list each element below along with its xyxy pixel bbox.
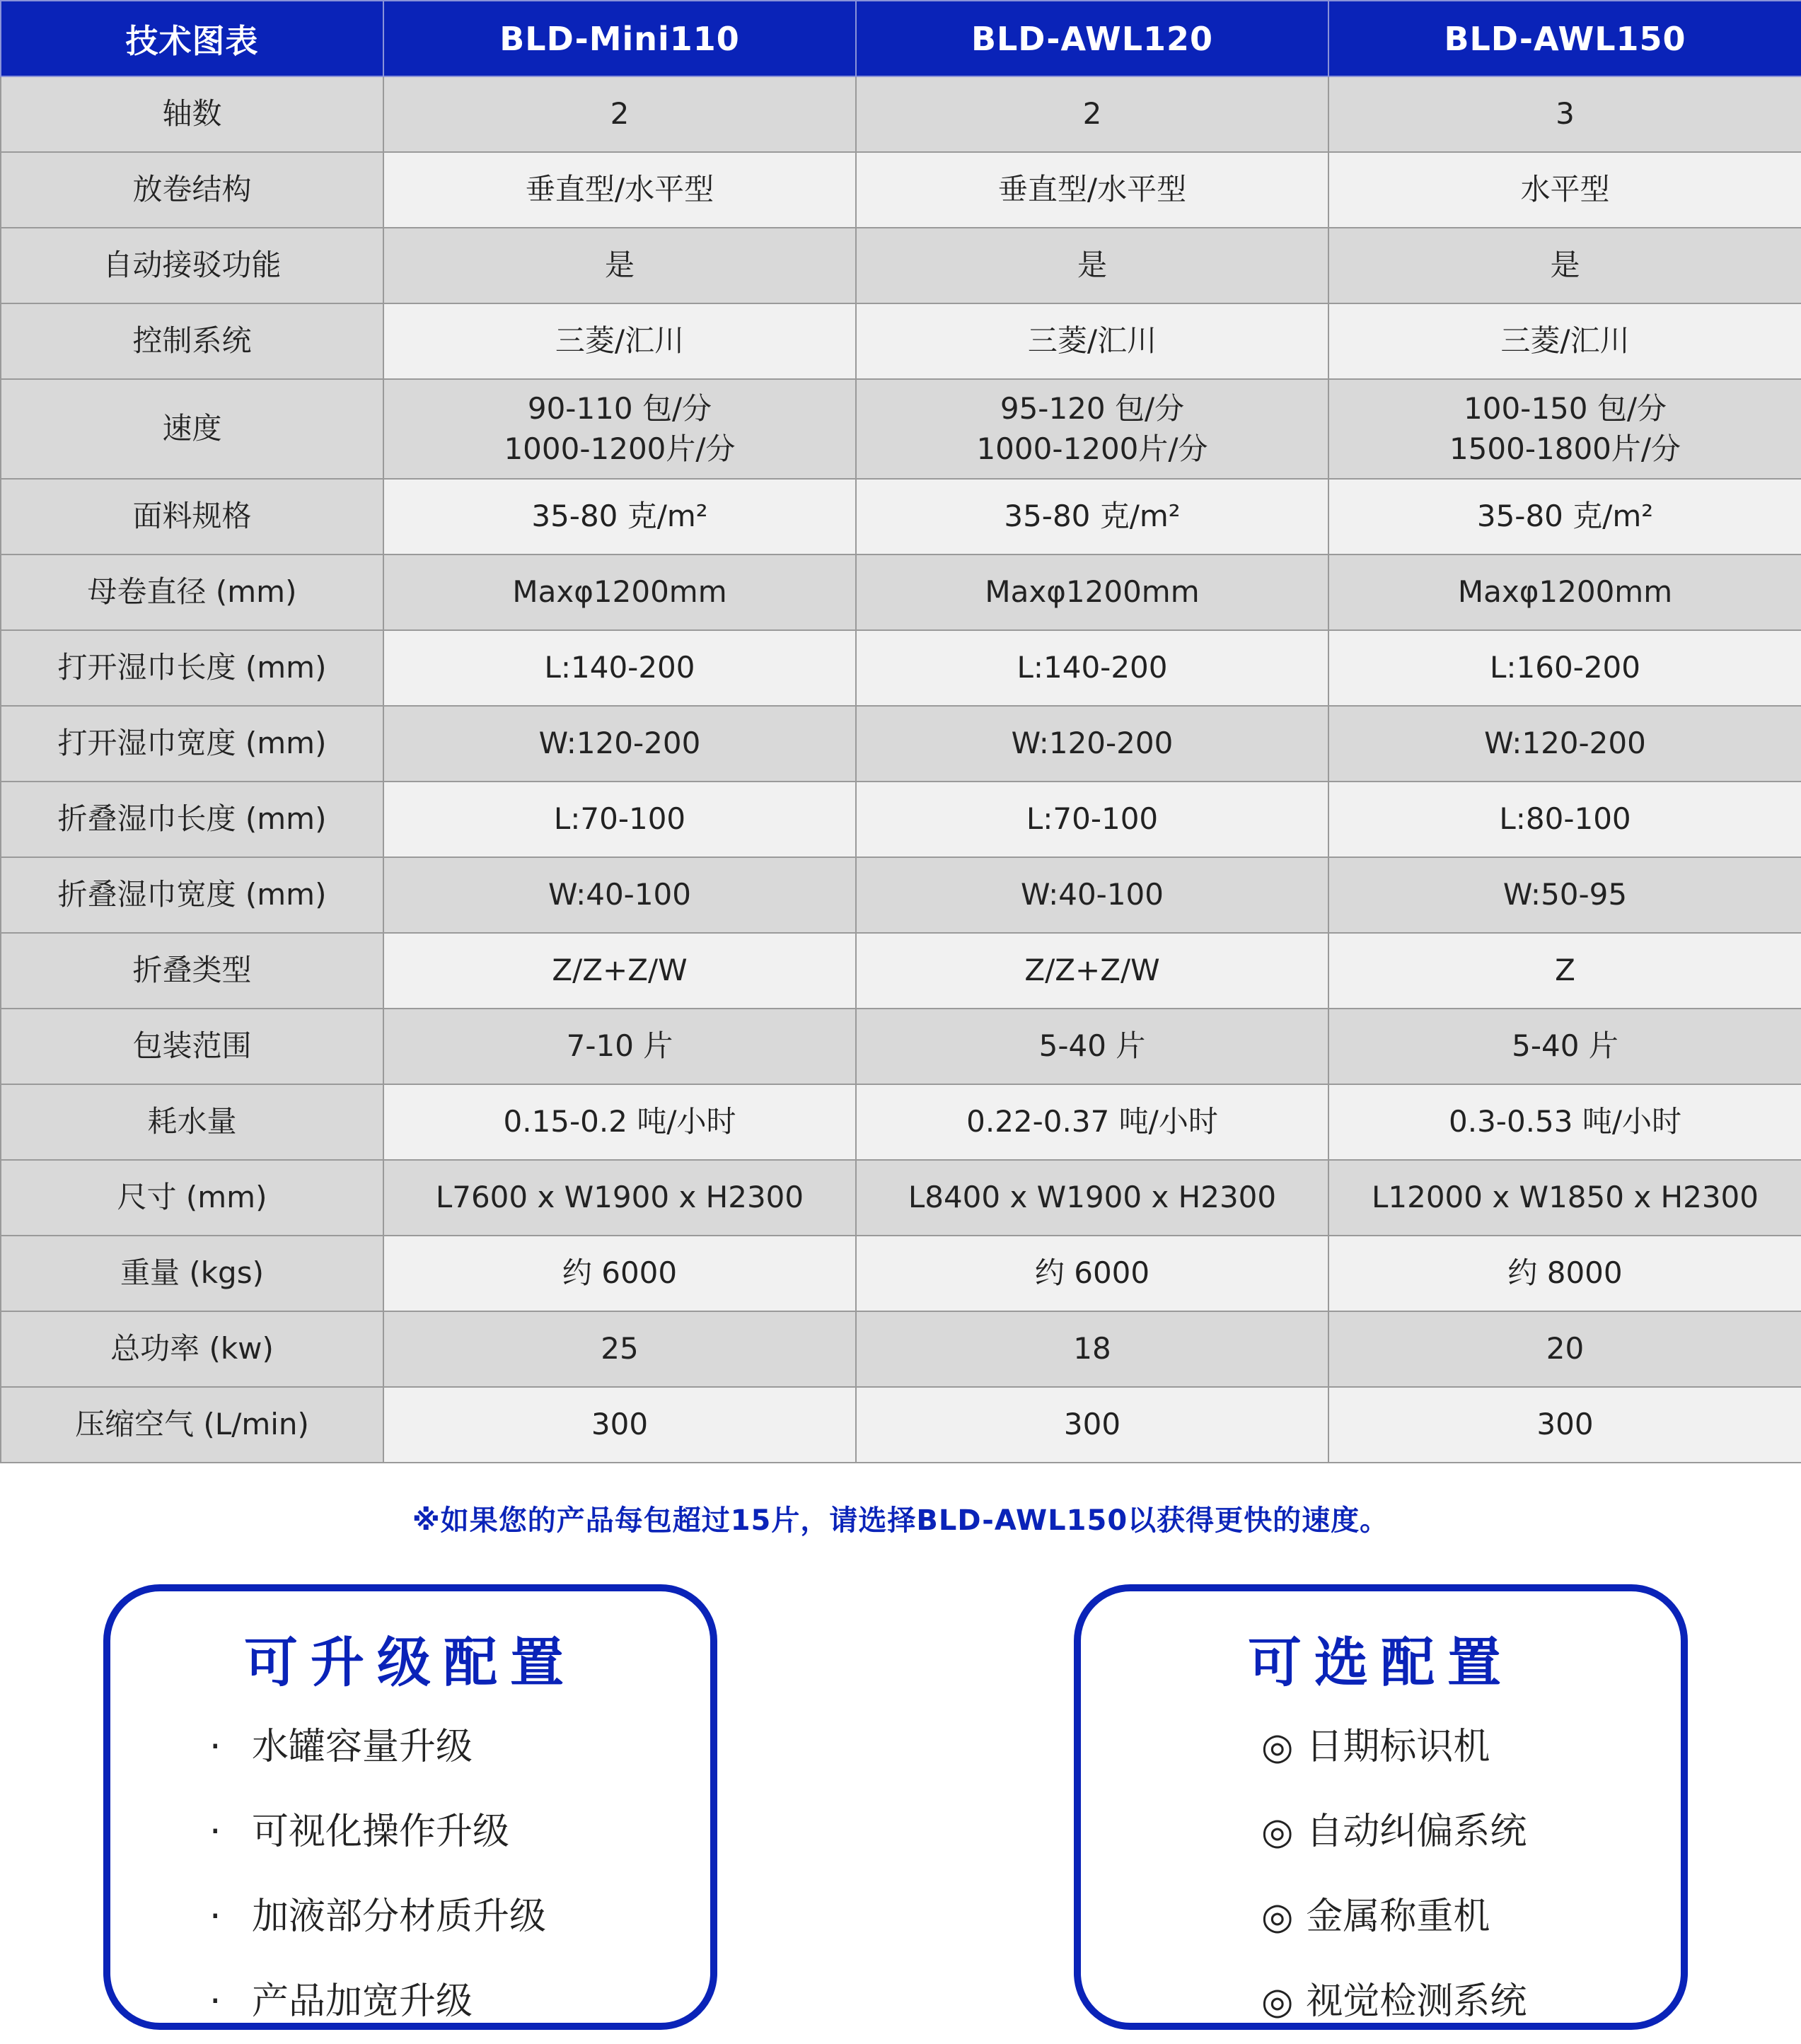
cell-line: 18 [1073, 1331, 1111, 1366]
row-value-model-3 [1328, 1387, 1801, 1463]
cell-line: 垂直型/水平型 [525, 172, 714, 207]
row-value-model-1 [383, 1387, 856, 1463]
row-label: 母卷直径 (mm) [1, 554, 383, 630]
table-row [1, 479, 1801, 554]
row-value-model-3 [1328, 379, 1801, 479]
row-label: 压缩空气 (L/min) [1, 1387, 383, 1463]
row-value-model-3 [1328, 706, 1801, 782]
table-row [1, 76, 1801, 152]
row-value-model-1 [383, 303, 856, 379]
cell-line: 0.3-0.53 吨/小时 [1449, 1104, 1681, 1139]
row-value-model-1 [383, 1160, 856, 1236]
row-label: 重量 (kgs) [1, 1236, 383, 1311]
cell-line: 是 [1550, 248, 1580, 283]
row-value-model-2 [856, 379, 1328, 479]
optional-config-item [1261, 1959, 1527, 2044]
upgrade-config-box [103, 1584, 717, 2030]
optional-config-title: 可选配置 [1248, 1631, 1514, 1694]
row-value-model-3 [1328, 1311, 1801, 1387]
cell-line: L7600 x W1900 x H2300 [435, 1180, 804, 1215]
row-value-model-1 [383, 479, 856, 554]
table-row [1, 152, 1801, 228]
row-label: 打开湿巾长度 (mm) [1, 630, 383, 706]
table-row [1, 379, 1801, 479]
upgrade-config-item-label: 产品加宽升级 [252, 1980, 473, 2023]
upgrade-config-item [209, 1705, 546, 1789]
row-label: 折叠类型 [1, 933, 383, 1009]
cell-line: Maxφ1200mm [985, 574, 1200, 610]
row-value-model-3 [1328, 479, 1801, 554]
optional-config-item [1261, 1705, 1527, 1789]
cell-line: 约 8000 [1507, 1255, 1623, 1291]
table-row [1, 303, 1801, 379]
spec-table-body [1, 76, 1801, 1463]
cell-line: 约 6000 [562, 1255, 678, 1291]
cell-line: L:70-100 [1026, 801, 1159, 837]
row-value-model-1 [383, 152, 856, 228]
cell-line: 5-40 片 [1038, 1028, 1146, 1064]
bullet-icon: · [209, 1980, 221, 2023]
row-value-model-2 [856, 228, 1328, 303]
cell-line: 35-80 克/m² [1004, 499, 1181, 534]
table-row [1, 706, 1801, 782]
header-row [1, 1, 1801, 76]
cell-line: 300 [1536, 1407, 1594, 1442]
cell-line: 1000-1200片/分 [504, 431, 736, 466]
table-row [1, 554, 1801, 630]
row-label: 尺寸 (mm) [1, 1160, 383, 1236]
row-value-model-3 [1328, 76, 1801, 152]
row-label: 放卷结构 [1, 152, 383, 228]
row-value-model-2 [856, 1311, 1328, 1387]
table-row [1, 228, 1801, 303]
cell-line: L:70-100 [553, 801, 686, 837]
header-cell-model-2: BLD-AWL120 [856, 1, 1328, 76]
row-value-model-3 [1328, 554, 1801, 630]
cell-line: 是 [604, 248, 635, 283]
cell-line: 三菱/汇川 [555, 323, 685, 359]
upgrade-config-item [209, 1959, 546, 2044]
cell-line: W:120-200 [538, 726, 701, 761]
cell-line: 35-80 克/m² [1476, 499, 1654, 534]
table-row [1, 1236, 1801, 1311]
table-row [1, 782, 1801, 857]
row-label: 控制系统 [1, 303, 383, 379]
row-value-model-2 [856, 782, 1328, 857]
row-value-model-1 [383, 1084, 856, 1160]
cell-line: 约 6000 [1034, 1255, 1150, 1291]
cell-line: Z/Z+Z/W [552, 953, 688, 988]
cell-line: L:140-200 [544, 650, 695, 685]
bullet-icon: · [209, 1726, 221, 1768]
cell-line: L:80-100 [1499, 801, 1631, 837]
bullet-icon: ◎ [1261, 1726, 1294, 1768]
optional-config-item [1261, 1874, 1527, 1959]
cell-line: 95-120 包/分 [1000, 390, 1185, 426]
row-value-model-1 [383, 1009, 856, 1084]
row-value-model-1 [383, 706, 856, 782]
optional-config-item-label: 视觉检测系统 [1306, 1980, 1527, 2023]
cell-line: L:160-200 [1489, 650, 1641, 685]
row-value-model-1 [383, 857, 856, 933]
row-value-model-3 [1328, 933, 1801, 1009]
cell-line: 水平型 [1520, 172, 1610, 207]
header-cell-label: 技术图表 [1, 1, 383, 76]
row-label: 自动接驳功能 [1, 228, 383, 303]
row-label: 打开湿巾宽度 (mm) [1, 706, 383, 782]
cell-line: 300 [591, 1407, 649, 1442]
cell-line: W:40-100 [548, 877, 691, 912]
bullet-icon: · [209, 1811, 221, 1853]
upgrade-config-title: 可升级配置 [244, 1631, 577, 1694]
row-value-model-3 [1328, 1009, 1801, 1084]
row-value-model-1 [383, 76, 856, 152]
table-row [1, 1311, 1801, 1387]
row-value-model-2 [856, 1387, 1328, 1463]
row-value-model-2 [856, 1084, 1328, 1160]
row-value-model-2 [856, 303, 1328, 379]
row-label: 折叠湿巾长度 (mm) [1, 782, 383, 857]
row-label: 总功率 (kw) [1, 1311, 383, 1387]
cell-line: Maxφ1200mm [1457, 574, 1673, 610]
cell-line: 2 [1082, 96, 1102, 132]
row-value-model-2 [856, 1236, 1328, 1311]
row-label: 耗水量 [1, 1084, 383, 1160]
bullet-icon: · [209, 1895, 221, 1938]
cell-line: Z/Z+Z/W [1024, 953, 1160, 988]
optional-config-item-label: 金属称重机 [1306, 1895, 1490, 1938]
row-value-model-3 [1328, 782, 1801, 857]
row-value-model-1 [383, 379, 856, 479]
cell-line: 三菱/汇川 [1027, 323, 1157, 359]
row-label: 轴数 [1, 76, 383, 152]
cell-line: 0.22-0.37 吨/小时 [966, 1104, 1218, 1139]
upgrade-config-item-label: 水罐容量升级 [252, 1726, 473, 1768]
upgrade-config-item [209, 1874, 547, 1959]
cell-line: Maxφ1200mm [512, 574, 727, 610]
cell-line: 100-150 包/分 [1464, 390, 1667, 426]
row-value-model-1 [383, 1236, 856, 1311]
row-value-model-2 [856, 706, 1328, 782]
cell-line: 3 [1556, 96, 1575, 132]
row-value-model-2 [856, 152, 1328, 228]
row-value-model-1 [383, 1311, 856, 1387]
row-value-model-1 [383, 554, 856, 630]
row-value-model-1 [383, 933, 856, 1009]
row-value-model-2 [856, 857, 1328, 933]
cell-line: W:40-100 [1021, 877, 1164, 912]
row-value-model-2 [856, 933, 1328, 1009]
cell-line: 三菱/汇川 [1500, 323, 1630, 359]
row-value-model-3 [1328, 228, 1801, 303]
table-row [1, 630, 1801, 706]
row-value-model-3 [1328, 630, 1801, 706]
bullet-icon: ◎ [1261, 1895, 1294, 1938]
cell-line: 1000-1200片/分 [976, 431, 1208, 466]
cell-line: 90-110 包/分 [527, 390, 712, 426]
cell-line: W:50-95 [1502, 877, 1628, 912]
row-label: 面料规格 [1, 479, 383, 554]
header-cell-model-1: BLD-Mini110 [383, 1, 856, 76]
upgrade-config-item [209, 1789, 546, 1874]
row-value-model-1 [383, 782, 856, 857]
row-value-model-3 [1328, 1084, 1801, 1160]
row-value-model-1 [383, 228, 856, 303]
optional-config-item [1261, 1789, 1527, 1874]
cell-line: 25 [601, 1331, 639, 1366]
table-row [1, 1009, 1801, 1084]
cell-line: 垂直型/水平型 [997, 172, 1187, 207]
table-row [1, 1084, 1801, 1160]
cell-line: 7-10 片 [566, 1028, 673, 1064]
row-value-model-2 [856, 1009, 1328, 1084]
row-value-model-2 [856, 554, 1328, 630]
cell-line: 1500-1800片/分 [1449, 431, 1681, 466]
table-row [1, 933, 1801, 1009]
optional-config-item-label: 日期标识机 [1306, 1726, 1490, 1768]
optional-config-list [1261, 1705, 1527, 2044]
cell-line: L8400 x W1900 x H2300 [908, 1180, 1277, 1215]
table-row [1, 1160, 1801, 1236]
row-value-model-2 [856, 76, 1328, 152]
cell-line: 300 [1063, 1407, 1121, 1442]
bullet-icon: ◎ [1261, 1980, 1294, 2023]
cell-line: W:120-200 [1011, 726, 1174, 761]
row-value-model-3 [1328, 303, 1801, 379]
row-label: 折叠湿巾宽度 (mm) [1, 857, 383, 933]
row-value-model-2 [856, 630, 1328, 706]
optional-config-box [1074, 1584, 1688, 2030]
cell-line: 0.15-0.2 吨/小时 [503, 1104, 736, 1139]
row-value-model-3 [1328, 152, 1801, 228]
table-row [1, 1387, 1801, 1463]
cell-line: 35-80 克/m² [531, 499, 708, 534]
cell-line: 5-40 片 [1512, 1028, 1618, 1064]
row-value-model-2 [856, 1160, 1328, 1236]
row-label: 速度 [1, 379, 383, 479]
bullet-icon: ◎ [1261, 1811, 1294, 1853]
cell-line: 20 [1546, 1331, 1585, 1366]
cell-line: W:120-200 [1484, 726, 1646, 761]
cell-line: L12000 x W1850 x H2300 [1371, 1180, 1759, 1215]
upgrade-config-item-label: 可视化操作升级 [252, 1811, 510, 1853]
cell-line: 2 [610, 96, 630, 132]
footnote: ※如果您的产品每包超过15片，请选择BLD-AWL150以获得更快的速度。 [412, 1504, 1389, 1537]
row-value-model-1 [383, 630, 856, 706]
row-value-model-3 [1328, 1236, 1801, 1311]
upgrade-config-list [209, 1705, 547, 2044]
cell-line: 是 [1077, 248, 1107, 283]
row-value-model-2 [856, 479, 1328, 554]
table-row [1, 857, 1801, 933]
cell-line: Z [1555, 953, 1575, 988]
header-cell-model-3: BLD-AWL150 [1328, 1, 1801, 76]
upgrade-config-item-label: 加液部分材质升级 [252, 1895, 547, 1938]
row-value-model-3 [1328, 1160, 1801, 1236]
row-label: 包装范围 [1, 1009, 383, 1084]
optional-config-item-label: 自动纠偏系统 [1306, 1811, 1527, 1853]
cell-line: L:140-200 [1017, 650, 1168, 685]
row-value-model-3 [1328, 857, 1801, 933]
